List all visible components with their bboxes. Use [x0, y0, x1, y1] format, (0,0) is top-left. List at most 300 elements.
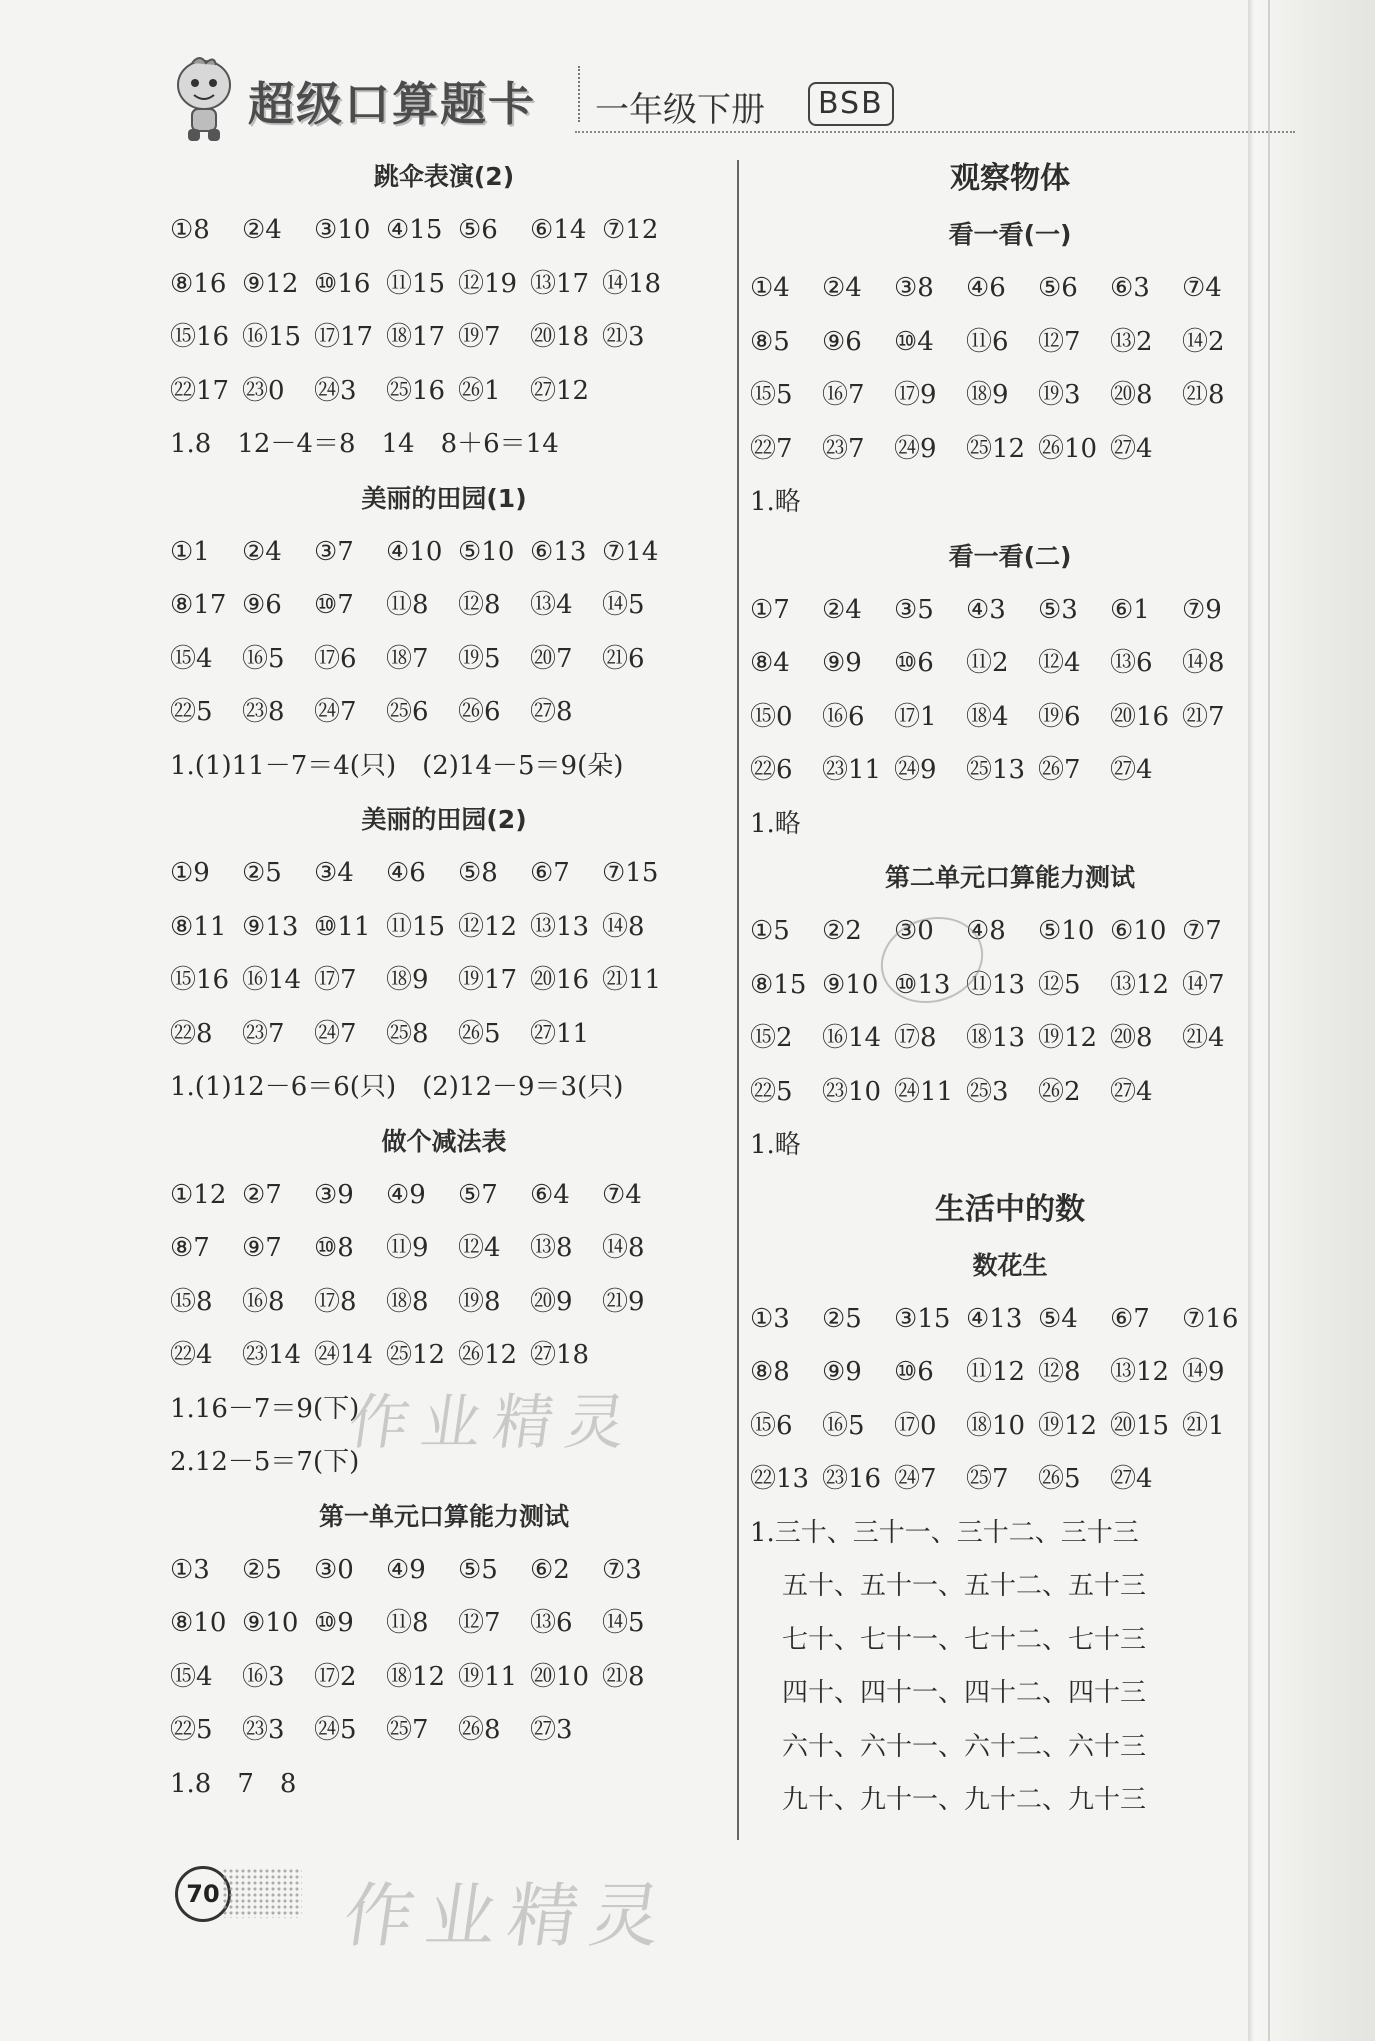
answer-line: 1.(1)12－6＝6(只) (2)12－9＝3(只): [170, 1072, 624, 1102]
answer-cell: ⑫5: [1038, 969, 1081, 1000]
answer-cell: ⑳10: [530, 1661, 590, 1692]
answer-cell: ⑯6: [822, 701, 865, 732]
answer-cell: ⑤5: [458, 1554, 498, 1585]
answer-cell: ㉑6: [602, 643, 645, 674]
answer-cell: ⑲8: [458, 1286, 501, 1317]
answer-cell: ④10: [386, 536, 443, 567]
answer-cell: ⑪6: [966, 326, 1009, 357]
answer-cell: ㉓3: [242, 1715, 285, 1745]
answer-cell: ④15: [386, 215, 443, 245]
answer-cell: ①3: [750, 1303, 790, 1334]
unit2-title: 生活中的数: [935, 1191, 1085, 1227]
answer-cell: ㉔3: [314, 375, 357, 406]
section-title: 做个减法表: [381, 1126, 507, 1156]
answer-cell: ③10: [314, 215, 371, 245]
answer-cell: ㉗3: [530, 1715, 573, 1745]
answer-cell: ㉔7: [894, 1464, 937, 1494]
answer-cell: ③4: [314, 858, 354, 888]
answer-grid: [170, 526, 718, 740]
answer-cell: ㉔11: [894, 1076, 954, 1107]
section-title: 看一看(一): [948, 220, 1072, 249]
answer-cell: ㉒5: [170, 1715, 213, 1745]
answer-cell: ⑧16: [170, 268, 227, 299]
answer-cell: ②4: [822, 594, 862, 625]
answer-cell: ⑲12: [1038, 1410, 1098, 1441]
answer-grid: [170, 847, 718, 1061]
answer-cell: ⑧8: [750, 1357, 790, 1387]
mascot-icon: [170, 55, 238, 145]
answer-cell: ㉓0: [242, 375, 285, 406]
answer-cell: ⑰8: [314, 1286, 357, 1317]
answer-cell: ⑨6: [242, 590, 282, 620]
answer-cell: ⑨9: [822, 1357, 862, 1387]
answer-cell: ⑬12: [1110, 969, 1170, 1000]
answer-grid: [170, 1169, 718, 1383]
answer-cell: ⑲11: [458, 1661, 518, 1692]
answer-cell: ⑥10: [1110, 916, 1167, 946]
answer-cell: ㉗4: [1110, 433, 1153, 464]
answer-cell: ⑧7: [170, 1233, 210, 1263]
answer-cell: ㉕3: [966, 1076, 1009, 1107]
answer-cell: ㉖10: [1038, 433, 1098, 464]
answer-cell: ①5: [750, 916, 790, 946]
answer-cell: ⑬6: [1110, 648, 1153, 678]
answer-cell: ⑯14: [822, 1023, 882, 1053]
answer-cell: ⑤6: [1038, 273, 1078, 303]
answer-cell: ⑰9: [894, 380, 937, 410]
answer-cell: ⑦14: [602, 536, 659, 567]
answer-cell: ⑨10: [822, 969, 879, 1000]
answer-cell: ⑥7: [1110, 1303, 1150, 1334]
answer-cell: ⑳16: [1110, 701, 1170, 732]
unit-title: 观察物体: [950, 161, 1070, 196]
answer-grid: [750, 1293, 1270, 1507]
section-title: 美丽的田园(1): [361, 483, 527, 513]
answer-cell: ⑩11: [314, 911, 371, 942]
answer-grid: [170, 204, 718, 418]
answer-cell: ⑪8: [386, 1608, 429, 1638]
watermark-text: 作业精灵: [344, 1388, 643, 1458]
answer-cell: ③0: [894, 916, 934, 946]
answer-cell: ⑬17: [530, 268, 590, 299]
answer-cell: ③5: [894, 594, 934, 625]
answer-cell: ⑰0: [894, 1410, 937, 1441]
answer-cell: ⑬8: [530, 1233, 573, 1263]
answer-cell: ㉑11: [602, 965, 662, 995]
answer-cell: ㉖5: [1038, 1464, 1081, 1494]
answer-cell: ④13: [966, 1303, 1023, 1334]
answer-cell: ⑲5: [458, 643, 501, 674]
answer-cell: ⑨9: [822, 648, 862, 678]
answer-cell: ⑨10: [242, 1608, 299, 1638]
answer-cell: ⑮0: [750, 701, 793, 732]
answer-cell: ⑪2: [966, 648, 1009, 678]
answer-section: [750, 851, 1270, 1173]
answer-cell: ㉕8: [386, 1018, 429, 1049]
answer-cell: ①1: [170, 536, 210, 567]
section-title: 看一看(二): [948, 541, 1072, 571]
answer-cell: ⑫8: [458, 590, 501, 620]
answer-cell: ⑦9: [1182, 594, 1222, 625]
answer-cell: ⑥7: [530, 858, 570, 888]
answer-line: 六十、六十一、六十二、六十三: [782, 1731, 1147, 1762]
dot-pattern: [222, 1868, 302, 1918]
answer-cell: ㉖5: [458, 1018, 501, 1049]
edition-badge: BSB: [808, 82, 894, 126]
answer-cell: ⑨13: [242, 911, 299, 942]
answer-cell: ㉒17: [170, 375, 230, 406]
answer-cell: ⑧17: [170, 590, 227, 620]
answer-cell: ⑲17: [458, 965, 518, 995]
left-column: [170, 150, 718, 1811]
answer-section: [170, 150, 718, 472]
answer-cell: ⑳16: [530, 965, 590, 995]
answer-cell: ②4: [242, 215, 282, 245]
answer-cell: ⑯8: [242, 1286, 285, 1317]
answer-cell: ⑮8: [170, 1286, 213, 1317]
answer-cell: ⑭5: [602, 1608, 645, 1638]
answer-cell: ⑤8: [458, 858, 498, 888]
answer-cell: ㉓10: [822, 1076, 882, 1107]
answer-cell: ⑮2: [750, 1023, 793, 1053]
answer-cell: ⑤10: [1038, 916, 1095, 946]
answer-cell: ⑭7: [1182, 969, 1225, 1000]
answer-cell: ⑭2: [1182, 326, 1225, 357]
answer-section: [170, 472, 718, 794]
answer-cell: ⑳8: [1110, 1023, 1153, 1053]
answer-cell: ⑳8: [1110, 380, 1153, 410]
answer-line: 五十、五十一、五十二、五十三: [782, 1571, 1147, 1601]
answer-cell: ②4: [822, 273, 862, 303]
answer-cell: ⑭5: [602, 590, 645, 620]
answer-line: 1.略: [750, 487, 801, 517]
answer-cell: ㉔14: [314, 1340, 374, 1370]
answer-cell: ⑤10: [458, 536, 515, 567]
answer-cell: ⑬6: [530, 1608, 573, 1638]
answer-line: 七十、七十一、七十二、七十三: [782, 1624, 1147, 1655]
answer-cell: ⑱8: [386, 1286, 429, 1317]
brand-title: 超级口算题卡: [248, 77, 536, 131]
answer-line: 1.略: [750, 1130, 801, 1160]
answer-cell: ④9: [386, 1554, 426, 1585]
answer-cell: ㉓14: [242, 1340, 302, 1370]
answer-cell: ⑥4: [530, 1179, 570, 1210]
answer-cell: ㉕6: [386, 697, 429, 727]
answer-line: 1.8 7 8: [170, 1768, 297, 1799]
answer-cell: ⑫7: [458, 1608, 501, 1638]
answer-cell: ⑫19: [458, 268, 518, 299]
answer-cell: ⑰17: [314, 322, 374, 352]
answer-cell: ⑬2: [1110, 326, 1153, 357]
answer-cell: ⑮16: [170, 322, 230, 352]
answer-cell: ⑰1: [894, 701, 937, 732]
answer-cell: ⑯15: [242, 322, 302, 352]
answer-section: [170, 1490, 718, 1812]
answer-cell: ⑥13: [530, 536, 587, 567]
answer-cell: ⑳15: [1110, 1410, 1170, 1441]
answer-cell: ⑦3: [602, 1554, 642, 1585]
right-column: [750, 150, 1270, 1828]
answer-cell: ⑦16: [1182, 1303, 1239, 1334]
answer-cell: ㉑1: [1182, 1410, 1225, 1441]
answer-cell: ①12: [170, 1179, 227, 1210]
answer-cell: ㉔9: [894, 755, 937, 785]
answer-cell: ⑱9: [966, 380, 1009, 410]
answer-cell: ①8: [170, 215, 210, 245]
answer-cell: ⑦15: [602, 858, 659, 888]
answer-cell: ⑤7: [458, 1179, 498, 1210]
answer-grid: [170, 1544, 718, 1758]
answer-cell: ⑲7: [458, 322, 501, 352]
answer-cell: ㉑3: [602, 322, 645, 352]
answer-cell: ⑯5: [822, 1410, 865, 1441]
answer-cell: ⑨7: [242, 1233, 282, 1263]
answer-cell: ㉗4: [1110, 1076, 1153, 1107]
answer-cell: ②5: [242, 858, 282, 888]
answer-cell: ④6: [386, 858, 426, 888]
answer-cell: ㉓16: [822, 1464, 882, 1494]
answer-section: [750, 530, 1270, 852]
answer-cell: ⑳18: [530, 322, 590, 352]
column-divider: [737, 160, 739, 1840]
answer-cell: ㉓11: [822, 755, 882, 785]
answer-cell: ⑨6: [822, 326, 862, 357]
answer-cell: ㉖2: [1038, 1076, 1081, 1107]
answer-cell: ⑩7: [314, 590, 354, 620]
answer-cell: ⑥1: [1110, 594, 1150, 625]
answer-cell: ⑬12: [1110, 1357, 1170, 1387]
answer-cell: ⑪12: [966, 1357, 1026, 1387]
answer-cell: ⑥3: [1110, 273, 1150, 303]
answer-line: 四十、四十一、四十二、四十三: [782, 1678, 1147, 1708]
answer-cell: ⑫4: [1038, 648, 1081, 678]
answer-cell: ㉗12: [530, 375, 590, 406]
answer-cell: ㉓7: [822, 433, 865, 464]
answer-cell: ③9: [314, 1179, 354, 1210]
answer-cell: ①3: [170, 1554, 210, 1585]
answer-cell: ⑲6: [1038, 701, 1081, 732]
answer-cell: ⑱9: [386, 965, 429, 995]
answer-cell: ⑦4: [602, 1179, 642, 1210]
answer-cell: ⑪15: [386, 911, 446, 942]
answer-cell: ⑱13: [966, 1023, 1026, 1053]
answer-cell: ④3: [966, 594, 1006, 625]
answer-cell: ④6: [966, 273, 1006, 303]
answer-cell: ⑤4: [1038, 1303, 1078, 1334]
answer-cell: ⑫4: [458, 1233, 501, 1263]
answer-cell: ㉒5: [170, 697, 213, 727]
answer-cell: ㉒7: [750, 433, 793, 464]
answer-cell: ③8: [894, 273, 934, 303]
answer-cell: ②4: [242, 536, 282, 567]
answer-cell: ⑧5: [750, 326, 790, 357]
answer-cell: ⑳7: [530, 643, 573, 674]
answer-cell: ㉑7: [1182, 701, 1225, 732]
answer-cell: ④8: [966, 916, 1006, 946]
answer-cell: ㉗11: [530, 1018, 590, 1049]
answer-cell: ⑱17: [386, 322, 446, 352]
header-separator: [578, 66, 580, 122]
answer-cell: ㉗8: [530, 697, 573, 727]
answer-cell: ㉖8: [458, 1715, 501, 1745]
answer-line: 2.12－5＝7(下): [170, 1447, 360, 1477]
answer-cell: ㉖7: [1038, 755, 1081, 785]
answer-cell: ㉔7: [314, 697, 357, 727]
answer-cell: ②5: [242, 1554, 282, 1585]
answer-cell: ㉗4: [1110, 755, 1153, 785]
answer-cell: ⑥2: [530, 1554, 570, 1585]
answer-cell: ⑪13: [966, 969, 1026, 1000]
answer-cell: ⑭8: [1182, 648, 1225, 678]
answer-cell: ⑤3: [1038, 594, 1078, 625]
answer-cell: ②5: [822, 1303, 862, 1334]
answer-cell: ②2: [822, 916, 862, 946]
answer-grid: [750, 584, 1270, 798]
answer-line: 1.三十、三十一、三十二、三十三: [750, 1517, 1139, 1548]
answer-cell: ⑬13: [530, 911, 590, 942]
answer-cell: ③7: [314, 536, 354, 567]
answer-cell: ②7: [242, 1179, 282, 1210]
answer-cell: ㉔7: [314, 1018, 357, 1049]
answer-cell: ⑩9: [314, 1608, 354, 1638]
answer-cell: ⑭8: [602, 911, 645, 942]
answer-cell: ⑩6: [894, 648, 934, 678]
answer-cell: ⑰2: [314, 1661, 357, 1692]
answer-cell: ㉑4: [1182, 1023, 1225, 1053]
answer-cell: ⑮4: [170, 1661, 213, 1692]
answer-cell: ④9: [386, 1179, 426, 1210]
answer-cell: ⑩13: [894, 969, 951, 1000]
answer-cell: ⑫7: [1038, 326, 1081, 357]
answer-cell: ⑯7: [822, 380, 865, 410]
answer-cell: ㉖1: [458, 375, 501, 406]
answer-line: 1.16－7＝9(下): [170, 1393, 360, 1424]
answer-cell: ㉖6: [458, 697, 501, 727]
answer-cell: ⑰6: [314, 643, 357, 674]
answer-cell: ⑲3: [1038, 380, 1081, 410]
answer-cell: ⑳9: [530, 1286, 573, 1317]
section-title: 跳伞表演(2): [373, 162, 515, 191]
answer-section: [750, 208, 1270, 530]
answer-cell: ⑱7: [386, 643, 429, 674]
answer-cell: ⑥14: [530, 215, 587, 245]
answer-cell: ⑦7: [1182, 916, 1222, 946]
answer-cell: ⑦4: [1182, 273, 1222, 303]
answer-cell: ⑪9: [386, 1233, 429, 1263]
answer-cell: ⑰8: [894, 1023, 937, 1053]
header-rule: [575, 131, 1295, 133]
answer-section: [170, 793, 718, 1115]
answer-cell: ㉕12: [386, 1340, 446, 1370]
section-title: 美丽的田园(2): [361, 805, 527, 834]
answer-cell: ㉒4: [170, 1340, 213, 1370]
answer-cell: ⑮6: [750, 1410, 793, 1441]
answer-cell: ⑩16: [314, 268, 371, 299]
answer-cell: ㉕16: [386, 375, 446, 406]
answer-cell: ㉕7: [966, 1464, 1009, 1494]
answer-cell: ㉕12: [966, 433, 1026, 464]
answer-cell: ㉑9: [602, 1286, 645, 1317]
right-sections: [750, 208, 1270, 1173]
answer-cell: ㉓8: [242, 697, 285, 727]
answer-cell: ㉑8: [1182, 380, 1225, 410]
answer-cell: ⑫8: [1038, 1357, 1081, 1387]
answer-cell: ⑫12: [458, 911, 518, 942]
answer-cell: ⑬4: [530, 590, 573, 620]
answer-cell: ⑧15: [750, 969, 807, 1000]
answer-cell: ㉗18: [530, 1340, 590, 1370]
unit2-section: [750, 1239, 1270, 1828]
answer-cell: ①4: [750, 273, 790, 303]
answer-cell: ㉕7: [386, 1715, 429, 1745]
answer-cell: ⑧10: [170, 1608, 227, 1638]
answer-cell: ㉒8: [170, 1018, 213, 1049]
answer-cell: ⑯14: [242, 965, 302, 995]
answer-cell: ⑱4: [966, 701, 1009, 732]
answer-cell: ㉒6: [750, 755, 793, 785]
answer-cell: ⑩4: [894, 326, 934, 357]
answer-cell: ㉑8: [602, 1661, 645, 1692]
answer-cell: ⑧4: [750, 648, 790, 678]
answer-cell: ㉗4: [1110, 1464, 1153, 1494]
answer-cell: ⑪15: [386, 268, 446, 299]
answer-cell: ㉖12: [458, 1340, 518, 1370]
answer-cell: ⑤6: [458, 215, 498, 245]
answer-cell: ①9: [170, 858, 210, 888]
answer-cell: ⑭9: [1182, 1357, 1225, 1387]
answer-cell: ㉓7: [242, 1018, 285, 1049]
answer-line: 九十、九十一、九十二、九十三: [782, 1785, 1147, 1815]
answer-cell: ⑮5: [750, 380, 793, 410]
answer-cell: ⑧11: [170, 911, 227, 942]
page-number: 70: [175, 1866, 231, 1922]
answer-cell: ⑩8: [314, 1233, 354, 1263]
answer-line: 1.略: [750, 808, 801, 839]
answer-cell: ⑨12: [242, 268, 299, 299]
answer-grid: [750, 262, 1270, 476]
answer-cell: ⑭8: [602, 1233, 645, 1263]
answer-cell: ⑯3: [242, 1661, 285, 1692]
section-title: 第一单元口算能力测试: [318, 1501, 569, 1531]
answer-cell: ⑯5: [242, 643, 285, 674]
answer-cell: ㉒5: [750, 1076, 793, 1107]
answer-cell: ③15: [894, 1303, 951, 1334]
grade-label: 一年级下册: [595, 90, 765, 130]
answer-cell: ⑰7: [314, 965, 357, 995]
answer-cell: ⑦12: [602, 215, 659, 245]
answer-cell: ㉔5: [314, 1715, 357, 1745]
section-title: 数花生: [972, 1250, 1048, 1280]
answer-cell: ㉔9: [894, 433, 937, 464]
answer-section: [750, 1239, 1270, 1828]
answer-cell: ⑩6: [894, 1357, 934, 1387]
answer-cell: ⑮4: [170, 643, 213, 674]
answer-cell: ③0: [314, 1554, 354, 1585]
answer-line: 1.8 12－4＝8 14 8＋6＝14: [170, 429, 559, 459]
answer-cell: ⑱10: [966, 1410, 1026, 1441]
watermark-text-bottom: 作业精灵: [338, 1875, 678, 1957]
answer-line: 1.(1)11－7＝4(只) (2)14－5＝9(朵): [170, 750, 624, 781]
answer-cell: ⑪8: [386, 590, 429, 620]
answer-cell: ㉕13: [966, 755, 1026, 785]
answer-cell: ①7: [750, 594, 790, 625]
answer-cell: ⑭18: [602, 268, 662, 299]
answer-cell: ㉒13: [750, 1464, 810, 1494]
answer-cell: ⑮16: [170, 965, 230, 995]
section-title: 第二单元口算能力测试: [884, 863, 1135, 892]
answer-cell: ⑲12: [1038, 1023, 1098, 1053]
answer-grid: [750, 905, 1270, 1119]
